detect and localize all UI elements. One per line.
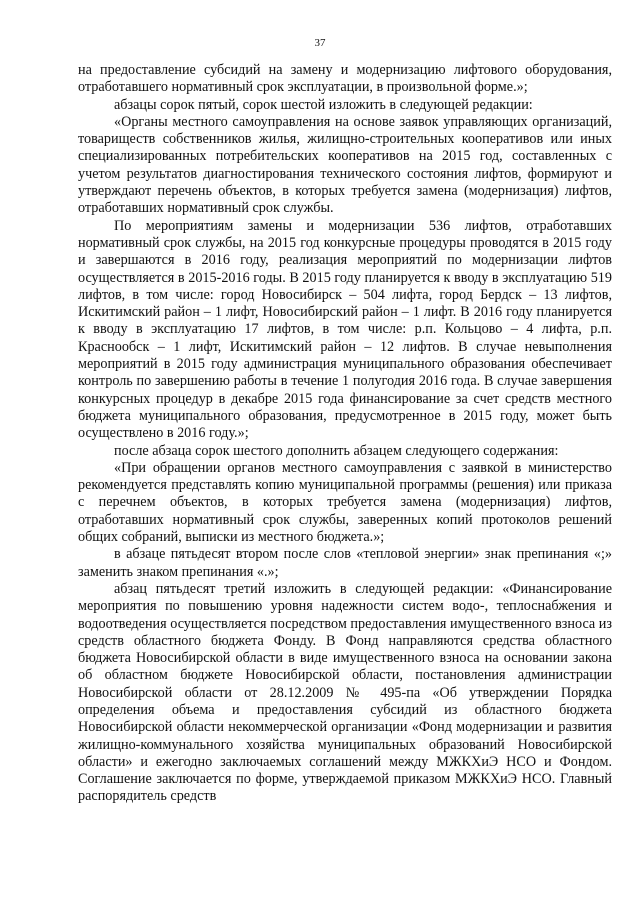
page-number: 37 bbox=[314, 37, 326, 49]
paragraph-4: По мероприятиям замены и модернизации 536 лифтов, отработавших нормативный срок службы, на 2015 год конкурсные процедуры проводятся в 2015 году и завершаются в 2016 году, реализация мероприятий по модернизации лифтов осуществляется в 2015-2016 годы. В 2015 году планируется к вводу в эксплуатацию 519 лифтов, в том числе: город Новосибирск – 504 лифта, город Бердск – 13 лифтов, Искитимский район – 1 лифт, Новосибирский район – 1 лифт. В 2016 году планируется к вводу в эксплуатацию 17 лифтов, в том числе: р.п. Кольцово – 4 лифта, р.п. Краснообск – 1 лифт, Искитимский район – 12 лифтов. В случае невыполнения мероприятий в 2015 году администрация муниципального образования обеспечивает контроль по завершению работы в течение 1 полугодия 2016 года. В случае завершения конкурсных процедур в декабре 2015 года финансирование за счет средств местного бюджета муниципального образования, предусмотренное в 2015 году, может быть осуществлено в 2016 году.»; bbox=[78, 217, 612, 442]
paragraph-7: в абзаце пятьдесят втором после слов «тепловой энергии» знак препинания «;» заменить знаком препинания «.»; bbox=[78, 546, 612, 580]
paragraph-3: «Органы местного самоуправления на основе заявок управляющих организаций, товариществ собственников жилья, жилищно-строительных кооперативов или иных специализированных потребительских кооперативов на 2015 год, составленных с учетом результатов диагностирования технического состояния лифтов, формируют и утверждают перечень объектов, в которых требуется замена (модернизация) лифтов, отработавших нормативный срок службы. bbox=[78, 113, 612, 217]
paragraph-5: после абзаца сорок шестого дополнить абзацем следующего содержания: bbox=[114, 442, 559, 459]
paragraph-1: на предоставление субсидий на замену и модернизацию лифтового оборудования, отработавшего нормативный срок эксплуатации, в произвольной форме.»; bbox=[78, 62, 612, 96]
document-body bbox=[78, 62, 612, 806]
paragraph-6: «При обращении органов местного самоуправления с заявкой в министерство рекомендуется представлять копию муниципальной программы (решения) или приказа с перечнем объектов, в которых требуется замена (модернизация) лифтов, отработавших нормативный срок службы, заверенных копий протоколов решений общих собраний, выписки из местного бюджета.»; bbox=[78, 459, 612, 546]
paragraph-8: абзац пятьдесят третий изложить в следующей редакции: «Финансирование мероприятия по повышению уровня надежности систем водо-, теплоснабжения и водоотведения осуществляется посредством предоставления имущественного взноса из средств областного бюджета Фонду. В Фонд направляются средства областного бюджета Новосибирской области в виде имущественного взноса на основании закона об областном бюджете Новосибирской области, постановления администрации Новосибирской области от 28.12.2009 № 495-па «Об утверждении Порядка определения объема и предоставления субсидий из областного бюджета Новосибирской области некоммерческой организации «Фонд модернизации и развития жилищно-коммунального хозяйства муниципальных образований Новосибирской области» и ежегодно заключаемых соглашений между МЖКХиЭ НСО и Фондом. Соглашение заключается по форме, утверждаемой приказом МЖКХиЭ НСО. Главный распорядитель средств bbox=[78, 580, 612, 805]
paragraph-2: абзацы сорок пятый, сорок шестой изложить в следующей редакции: bbox=[114, 96, 533, 113]
